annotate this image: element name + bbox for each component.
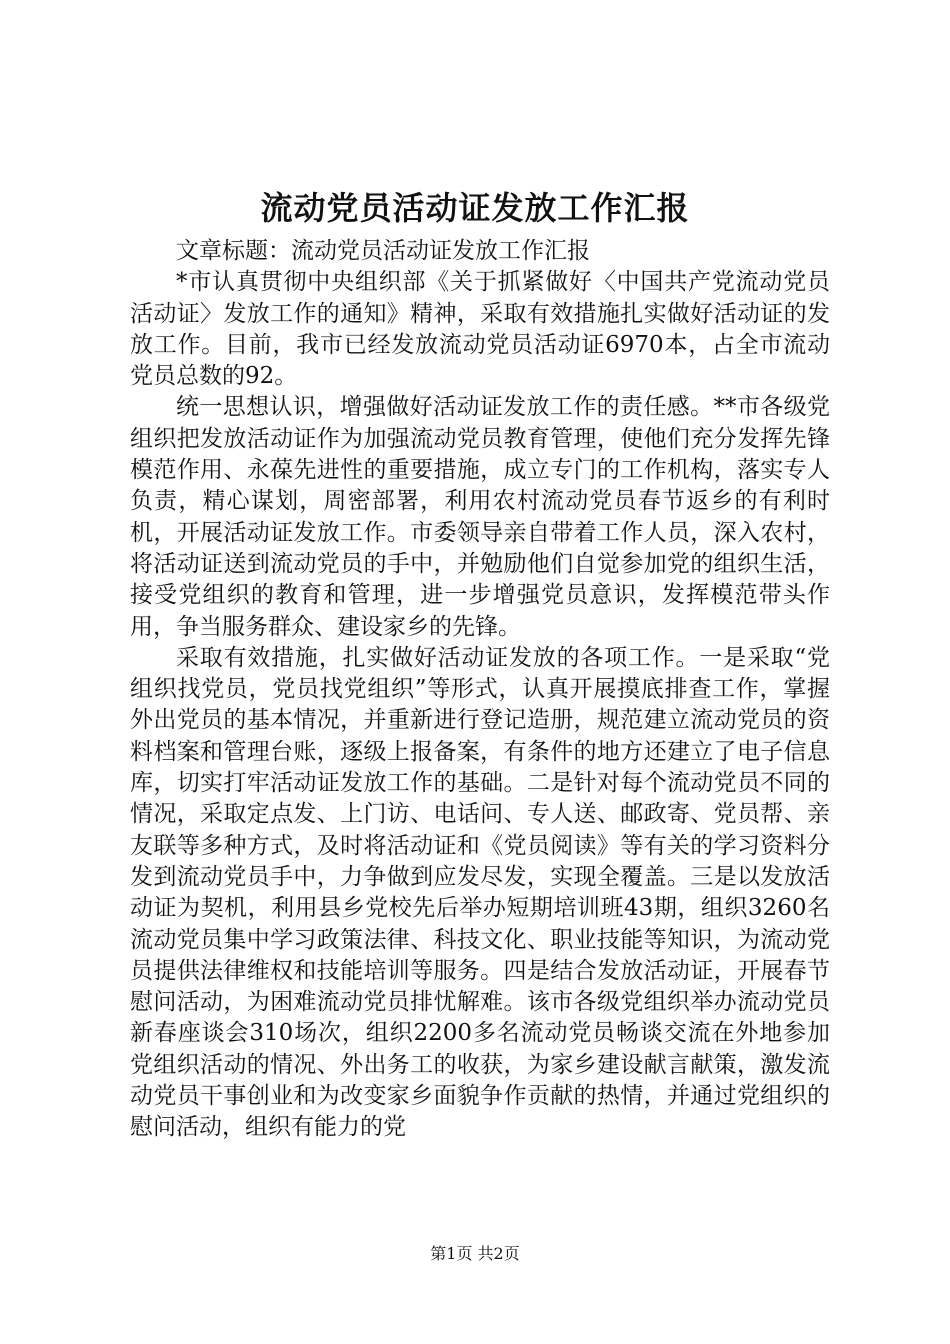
body-paragraph: 采取有效措施，扎实做好活动证发放的各项工作。一是采取“党组织找党员，党员找党组织”等形式，认真开展摸底排查工作，掌握外出党员的基本情况，并重新进行登记造册，规范建立流动党员的资料档案和管理台账，逐级上报备案，有条件的地方还建立了电子信息库，切实打牢活动证发放工作的基础。二是针对每个流动党员不同的情况，采取定点发、上门访、电话问、专人送、邮政寄、党员帮、亲友联等多种方式，及时将活动证和《党员阅读》等有关的学习资料分发到流动党员手中，力争做到应发尽发，实现全覆盖。三是以发放活动证为契机，利用县乡党校先后举办短期培训班43期，组织3260名流动党员集中学习政策法律、科技文化、职业技能等知识，为流动党员提供法律维权和技能培训等服务。四是结合发放活动证，开展春节慰问活动，为困难流动党员排忧解难。该市各级党组织举办流动党员新春座谈会310场次，组织2200多名流动党员畅谈交流在外地参加党组织活动的情况、外出务工的收获，为家乡建设献言献策，激发流动党员干事创业和为改变家乡面貌争作贡献的热情，并通过党组织的慰问活动，组织有能力的党 (130, 644, 830, 1141)
body-paragraph: *市认真贯彻中央组织部《关于抓紧做好〈中国共产党流动党员活动证〉发放工作的通知》精神，采取有效措施扎实做好活动证的发放工作。目前，我市已经发放流动党员活动证6970本，占全市流动党员总数的92。 (130, 269, 830, 390)
document-title: 流动党员活动证发放工作汇报 (260, 189, 690, 227)
article-title-line: 文章标题：流动党员活动证发放工作汇报 (176, 238, 590, 264)
page-footer: 第1页 共2页 (430, 1244, 520, 1263)
body-paragraph: 统一思想认识，增强做好活动证发放工作的责任感。**市各级党组织把发放活动证作为加强流动党员教育管理，使他们充分发挥先锋模范作用、永葆先进性的重要措施，成立专门的工作机构，落实专人负责，精心谋划，周密部署，利用农村流动党员春节返乡的有利时机，开展活动证发放工作。市委领导亲自带着工作人员，深入农村，将活动证送到流动党员的手中，并勉励他们自觉参加党的组织生活，接受党组织的教育和管理，进一步增强党员意识，发挥模范带头作用，争当服务群众、建设家乡的先锋。 (130, 394, 830, 640)
document-body (130, 236, 830, 1144)
